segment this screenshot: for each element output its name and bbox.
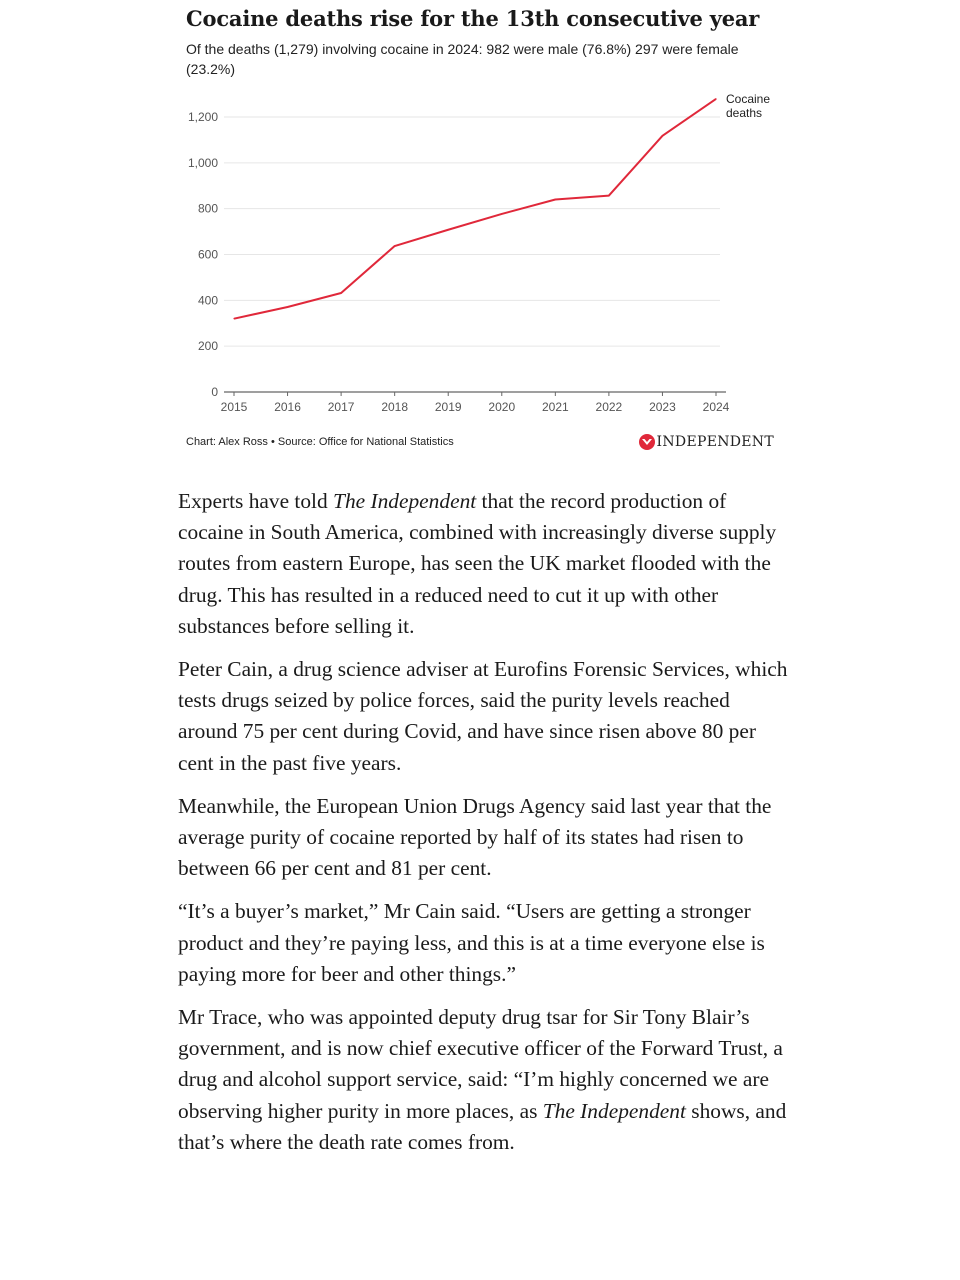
x-tick-label: 2019 — [434, 400, 462, 414]
chart-footer — [186, 434, 774, 454]
x-tick-label: 2022 — [595, 400, 623, 414]
chart-title: Cocaine deaths rise for the 13th consecutive year — [186, 6, 760, 31]
chart-subtitle: Of the deaths (1,279) involving cocaine in 2024: 982 were male (76.8%) 297 were female (23.2%) — [186, 41, 739, 77]
series-label: deaths — [726, 105, 763, 120]
data-point — [555, 199, 556, 200]
data-point — [287, 306, 288, 307]
data-point — [662, 135, 663, 136]
x-tick-label: 2015 — [220, 400, 248, 414]
data-point — [394, 245, 395, 246]
x-tick-label: 2023 — [649, 400, 676, 414]
y-tick-label: 400 — [197, 293, 218, 308]
data-point — [341, 292, 342, 293]
publication-name: The Independent — [333, 489, 477, 513]
data-point — [715, 98, 716, 99]
x-tick-label: 2024 — [702, 400, 730, 414]
article-body — [178, 486, 788, 1170]
series-label: Cocaine — [726, 91, 771, 106]
article-paragraph-4: “It’s a buyer’s market,” Mr Cain said. “Users are getting a stronger product and they’re paying less, and this is at a time everyone else is paying more for beer and other things.” — [178, 899, 765, 986]
y-tick-label: 200 — [197, 339, 218, 354]
x-tick-label: 2016 — [274, 400, 301, 414]
brand-name: INDEPENDENT — [656, 434, 774, 450]
data-point — [501, 213, 502, 214]
y-tick-label: 800 — [197, 201, 218, 216]
y-tick-label: 600 — [197, 247, 218, 262]
chart-block — [186, 6, 786, 458]
y-tick-label: 1,000 — [187, 155, 218, 170]
y-tick-label: 0 — [211, 385, 218, 399]
data-point — [233, 318, 234, 319]
line-chart — [0, 0, 960, 460]
article-paragraph-3: Meanwhile, the European Union Drugs Agency said last year that the average purity of cocaine reported by half of its states had risen to between 66 per cent and 81 per cent. — [178, 793, 772, 881]
article-paragraph-2: Peter Cain, a drug science adviser at Eurofins Forensic Services, which tests drugs seized by police forces, said the purity levels reached around 75 per cent during Covid, and have since risen above 80 per cent in the past five years. — [178, 657, 788, 775]
chart-credit: Chart: Alex Ross • Source: Office for National Statistics — [186, 436, 454, 448]
grid-layer — [224, 117, 720, 346]
label-layer — [726, 92, 770, 120]
brand-logo[interactable] — [639, 434, 774, 450]
data-point — [608, 195, 609, 196]
x-tick-label: 2017 — [327, 400, 355, 414]
x-tick-label: 2021 — [541, 400, 569, 414]
x-tick-label: 2018 — [381, 400, 409, 414]
article-paragraph-1: Experts have told The Independent that the record production of cocaine in South America, combined with increasingly diverse supply routes from eastern Europe, has seen the UK market flooded with the drug. This has resulted in a reduced need to cut it up with other substances before selling it. — [178, 489, 777, 638]
eagle-icon — [639, 434, 655, 450]
axis-layer — [188, 110, 730, 414]
data-point — [448, 229, 449, 230]
publication-name: The Independent — [542, 1098, 686, 1123]
x-tick-label: 2020 — [488, 400, 516, 414]
article-paragraph-5: Mr Trace, who was appointed deputy drug tsar for Sir Tony Blair’s government, and is now chief executive officer of the Forward Trust, a drug and alcohol support service, said: “I’m highly concerned we are observing higher purity in more places, as The Independent shows, and that’s where the death rate comes from. — [178, 1005, 787, 1154]
y-tick-label: 1,200 — [187, 110, 218, 124]
